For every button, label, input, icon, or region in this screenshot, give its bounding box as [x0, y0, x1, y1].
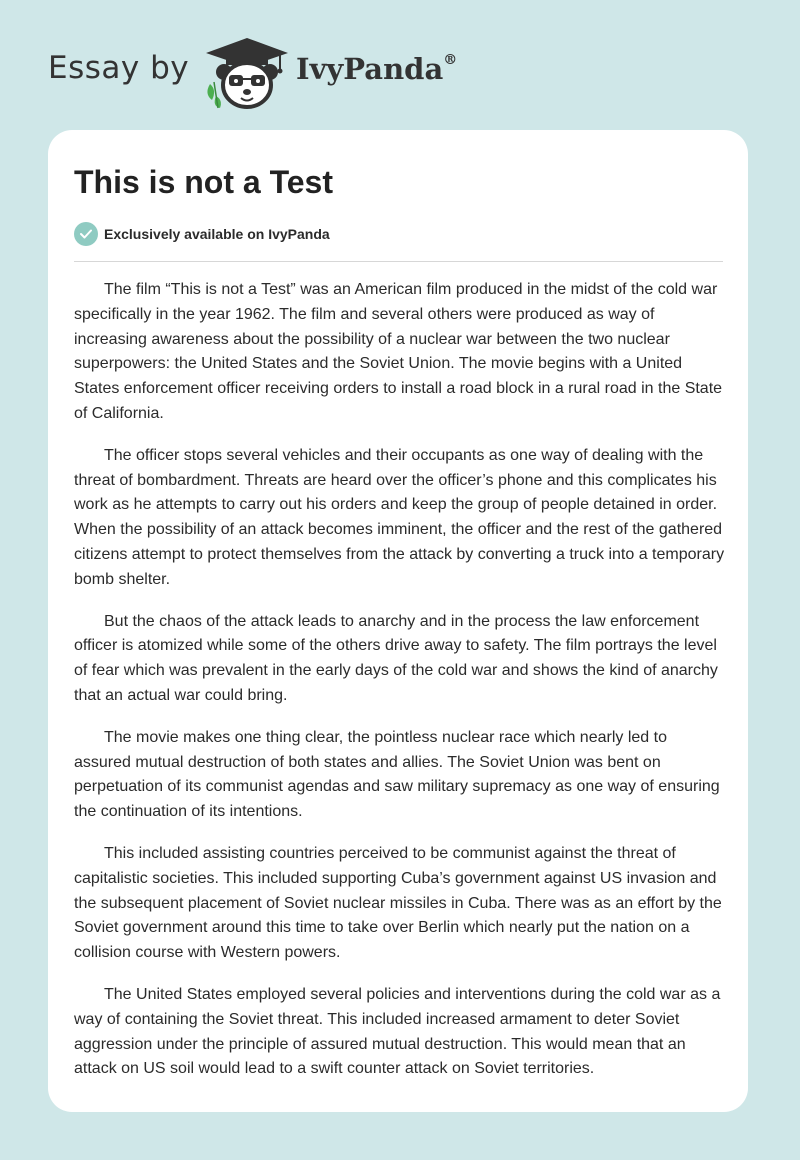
registered-mark: ® [443, 52, 458, 69]
site-header [0, 0, 800, 130]
essay-paragraph: The movie makes one thing clear, the pointless nuclear race which nearly led to assured mutual destruction of both states and allies. The Soviet Union was bent on perpetuation of its communist agendas and saw military supremacy as one way of ensuring the continuation of its intentions. [74, 728, 720, 821]
exclusive-label: Exclusively available on IvyPanda [104, 226, 330, 242]
essay-paragraph: The officer stops several vehicles and their occupants as one way of dealing with the threat of bombardment. Threats are heard over the officer’s phone and this complicates his work as he attempts to carry out his orders and keep the group of people detained in order. When the possibility of an attack becomes imminent, the officer and the rest of the gathered citizens attempt to protect themselves from the attack by converting a truck into a temporary bomb shelter. [74, 446, 725, 588]
brand-name[interactable]: IvyPanda® [296, 52, 458, 86]
title-divider [74, 261, 723, 262]
essay-by-label: Essay by [48, 50, 190, 86]
exclusive-badge [74, 222, 330, 246]
essay-paragraph: This included assisting countries perceived to be communist against the threat of capitalistic societies. This included supporting Cuba’s government against US invasion and the subsequent placement of Soviet nuclear missiles in Cuba. There was as an effort by the Soviet government around this time to take over Berlin which nearly put the nation on a collision course with Western powers. [74, 844, 722, 962]
essay-paragraph: The film “This is not a Test” was an American film produced in the midst of the cold war specifically in the year 1962. The film and several others were produced as way of increasing awareness about the possibility of a nuclear war between the two nuclear superpowers: the United States and the Soviet Union. The movie begins with a United States enforcement officer receiving orders to install a road block in a rural road in the State of California. [74, 281, 723, 422]
essay-paragraph: The United States employed several policies and interventions during the cold war as a way of containing the Soviet threat. This included increased armament to deter Soviet aggression under the principle of assured mutual destruction. This would mean that an attack on US soil would lead to a swift counter attack on Soviet territories. [74, 985, 721, 1078]
panda-graduate-icon[interactable] [202, 36, 292, 110]
page-title: This is not a Test [74, 164, 333, 200]
essay-paragraph: But the chaos of the attack leads to anarchy and in the process the law enforcement officer is atomized while some of the others drive away to safety. The film portrays the level of fear which was prevalent in the early days of the cold war and shows the kind of anarchy that an actual war could bring. [74, 612, 718, 704]
check-circle-icon [74, 222, 98, 246]
essay-card [48, 130, 748, 1112]
essay-body [74, 278, 726, 1099]
